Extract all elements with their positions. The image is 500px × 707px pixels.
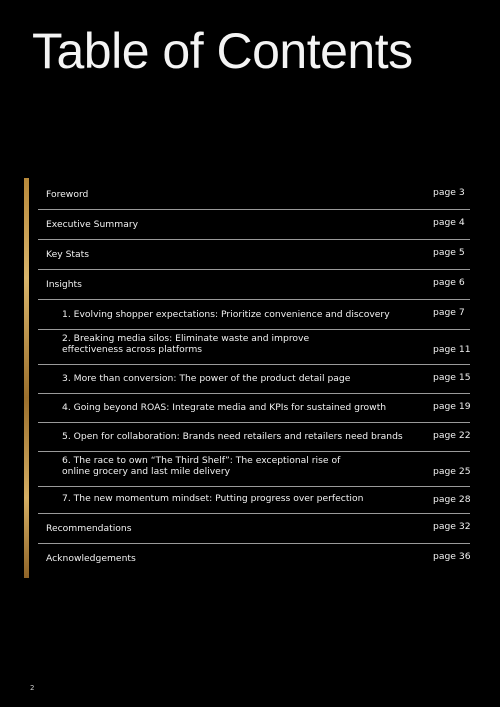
toc-row-key-stats[interactable] [38, 240, 470, 270]
toc-page-number: page 32 [433, 521, 471, 532]
page-title: Table of Contents [32, 23, 413, 79]
toc-page-number: page 5 [433, 247, 465, 258]
toc-row-insight-4[interactable] [38, 394, 470, 423]
toc-page-number: page 19 [433, 401, 471, 412]
toc-entry-label: 6. The race to own “The Third Shelf”: The exceptional rise of online grocery and last mile delivery [62, 455, 341, 477]
toc-page-number: page 36 [433, 551, 471, 562]
toc-page-number: page 11 [433, 344, 471, 355]
toc-row-acknowledgements[interactable] [38, 544, 470, 573]
gold-accent-bar [24, 178, 29, 578]
toc-entry-label: Recommendations [46, 523, 132, 534]
toc-page-number: page 7 [433, 307, 465, 318]
toc-row-insight-7[interactable] [38, 487, 470, 514]
toc-page-number: page 25 [433, 466, 471, 477]
toc-entry-label: Acknowledgements [46, 553, 136, 564]
toc-entry-label: Executive Summary [46, 219, 139, 230]
toc-page-number: page 22 [433, 430, 471, 441]
toc-page-number: page 3 [433, 187, 465, 198]
toc-page-number: page 6 [433, 277, 465, 288]
toc-row-executive-summary[interactable] [38, 210, 470, 240]
toc-entry-label: 5. Open for collaboration: Brands need retailers and retailers need brands [62, 431, 403, 442]
toc-row-insight-3[interactable] [38, 365, 470, 394]
toc-entry-label: 3. More than conversion: The power of the product detail page [62, 373, 351, 384]
toc-entry-label: Foreword [46, 189, 89, 200]
toc-entry-label: 4. Going beyond ROAS: Integrate media and KPIs for sustained growth [62, 402, 387, 413]
toc-entry-label: 2. Breaking media silos: Eliminate waste and improve effectiveness across platforms [62, 333, 310, 355]
page-number: 2 [30, 684, 35, 692]
toc-entry-label: Key Stats [46, 249, 90, 260]
toc-entry-label: 1. Evolving shopper expectations: Prioritize convenience and discovery [62, 309, 390, 320]
toc-page-number: page 4 [433, 217, 465, 228]
toc-row-insight-6[interactable] [38, 452, 470, 487]
toc-row-insight-2[interactable] [38, 330, 470, 365]
toc-page-number: page 15 [433, 372, 471, 383]
toc-entry-label: 7. The new momentum mindset: Putting progress over perfection [62, 493, 364, 504]
toc-row-insights[interactable] [38, 270, 470, 300]
toc-row-foreword[interactable] [38, 180, 470, 210]
toc-row-insight-1[interactable] [38, 300, 470, 330]
toc-row-insight-5[interactable] [38, 423, 470, 452]
toc-page-number: page 28 [433, 494, 471, 505]
toc-entry-label: Insights [46, 279, 82, 290]
toc-row-recommendations[interactable] [38, 514, 470, 544]
table-of-contents [38, 180, 470, 573]
